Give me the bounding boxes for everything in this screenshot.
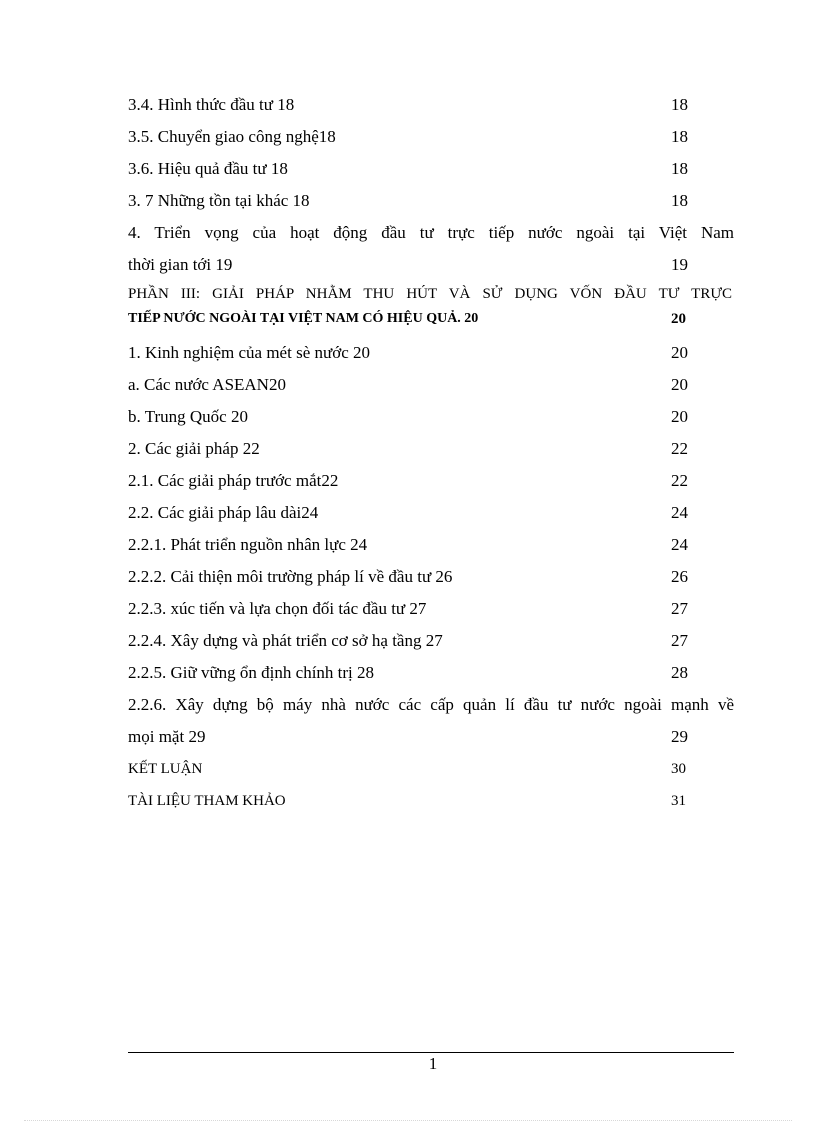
toc-entry-2-2-3[interactable] <box>128 593 738 625</box>
toc-entry-page: 18 <box>671 191 688 210</box>
toc-entry-conclusion[interactable] <box>128 753 738 785</box>
toc-entry-page: 22 <box>671 471 688 490</box>
toc-entry-title: 2.2.4. Xây dựng và phát triển cơ sở hạ tầng 27 <box>128 631 443 650</box>
toc-entry-3-4[interactable] <box>128 89 738 121</box>
toc-entry-page: 27 <box>671 631 688 650</box>
toc-entry-4-line2[interactable] <box>128 249 738 281</box>
toc-entry-2-2-1[interactable] <box>128 529 738 561</box>
toc-entry-2-2-5[interactable] <box>128 657 738 689</box>
toc-entry-title: TÀI LIỆU THAM KHẢO <box>128 793 286 809</box>
toc-entry-3-7[interactable] <box>128 185 738 217</box>
toc-entry-page: 26 <box>671 567 688 586</box>
toc-entry-page: 22 <box>671 439 688 458</box>
toc-entry-title: 4. Triển vọng của hoạt động đầu tư trực tiếp nước ngoài tại Việt Nam <box>128 223 734 242</box>
toc-entry-title: mọi mặt 29 <box>128 727 206 746</box>
toc-entry-title: TIẾP NƯỚC NGOÀI TẠI VIỆT NAM CÓ HIỆU QUẢ. 20 <box>128 311 479 326</box>
toc-entry-2-2-6-line1[interactable] <box>128 689 738 721</box>
toc-entry-page: 20 <box>671 343 688 362</box>
toc-entry-page: 31 <box>671 793 686 809</box>
toc-entry-4-line1[interactable] <box>128 217 738 249</box>
toc-entry-page: 24 <box>671 503 688 522</box>
toc-entry-2-2-6-line2[interactable] <box>128 721 738 753</box>
toc-entry-2[interactable] <box>128 433 738 465</box>
toc-entry-page: 20 <box>671 375 688 394</box>
toc-entry-title: 3.4. Hình thức đầu tư 18 <box>128 95 295 114</box>
toc-entry-references[interactable] <box>128 785 738 817</box>
toc-entry-1a[interactable] <box>128 369 738 401</box>
page-number: 1 <box>428 1054 438 1073</box>
toc-entry-title: 3.6. Hiệu quả đầu tư 18 <box>128 159 288 178</box>
toc-entry-title: KẾT LUẬN <box>128 761 203 777</box>
toc-entry-title: 2.2.1. Phát triển nguồn nhân lực 24 <box>128 535 368 554</box>
toc-entry-title: 2.1. Các giải pháp trước mắt22 <box>128 471 339 490</box>
footer-divider <box>128 1052 734 1053</box>
toc-entry-title: 2.2.3. xúc tiến và lựa chọn đối tác đầu tư 27 <box>128 599 427 618</box>
toc-entry-page: 18 <box>671 127 688 146</box>
toc-entry-page: 18 <box>671 95 688 114</box>
toc-entry-title: 3. 7 Những tồn tại khác 18 <box>128 191 310 210</box>
toc-entry-title: 2.2.5. Giữ vững ổn định chính trị 28 <box>128 663 375 682</box>
toc-entry-2-2-4[interactable] <box>128 625 738 657</box>
toc-entry-page: 20 <box>671 311 686 327</box>
toc-entry-2-1[interactable] <box>128 465 738 497</box>
toc-entry-title: 2. Các giải pháp 22 <box>128 439 260 458</box>
toc-entry-page: 19 <box>671 255 688 274</box>
toc-entry-page: 20 <box>671 407 688 426</box>
toc-entry-1b[interactable] <box>128 401 738 433</box>
toc-entry-3-5[interactable] <box>128 121 738 153</box>
toc-entry-2-2[interactable] <box>128 497 738 529</box>
toc-entry-1[interactable] <box>128 337 738 369</box>
toc-entry-3-6[interactable] <box>128 153 738 185</box>
table-of-contents <box>128 89 738 817</box>
toc-entry-page: 30 <box>671 761 686 777</box>
toc-entry-title: 1. Kinh nghiệm của mét sè nước 20 <box>128 343 370 362</box>
toc-entry-part-3-line2[interactable] <box>128 308 738 337</box>
toc-entry-page: 18 <box>671 159 688 178</box>
toc-entry-title: PHẦN III: GIẢI PHÁP NHẰM THU HÚT VÀ SỬ DỤNG VỐN ĐẦU TƯ TRỰC <box>128 286 732 302</box>
toc-entry-title: a. Các nước ASEAN20 <box>128 375 286 394</box>
toc-entry-page: 28 <box>671 663 688 682</box>
toc-entry-title: 2.2.6. Xây dựng bộ máy nhà nước các cấp quản lí đầu tư nước ngoài mạnh về <box>128 695 734 714</box>
toc-entry-title: 2.2. Các giải pháp lâu dài24 <box>128 503 319 522</box>
toc-entry-page: 24 <box>671 535 688 554</box>
toc-entry-title: 2.2.2. Cải thiện môi trường pháp lí về đầu tư 26 <box>128 567 453 586</box>
page-bottom-edge <box>24 1120 792 1121</box>
toc-entry-title: 3.5. Chuyển giao công nghệ18 <box>128 127 336 146</box>
toc-entry-page: 27 <box>671 599 688 618</box>
toc-entry-page: 29 <box>671 727 688 746</box>
toc-entry-part-3-line1[interactable] <box>128 281 738 308</box>
toc-entry-title: b. Trung Quốc 20 <box>128 407 248 426</box>
toc-entry-title: thời gian tới 19 <box>128 255 233 274</box>
toc-entry-2-2-2[interactable] <box>128 561 738 593</box>
